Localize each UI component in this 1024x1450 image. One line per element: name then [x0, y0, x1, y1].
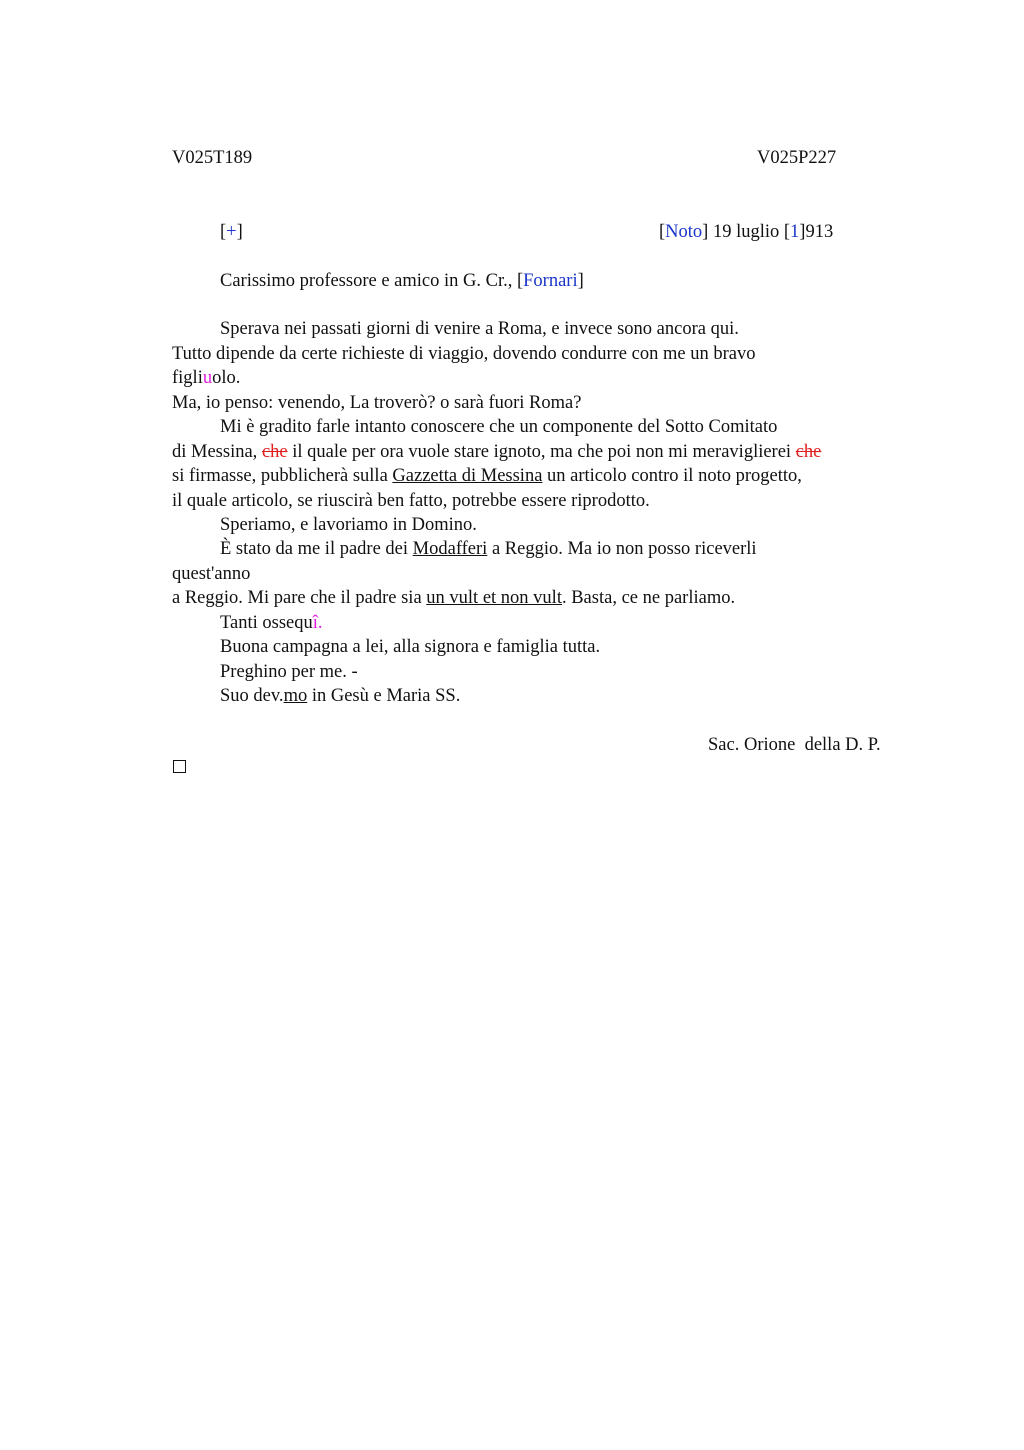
letter-line: [220, 613, 323, 634]
document-code-right: V025P227: [757, 148, 837, 168]
letter-line: Speriamo, e lavoriamo in Domino.: [220, 515, 477, 535]
deleted-word: che: [795, 442, 822, 462]
underlined-phrase: un vult et non vult: [426, 588, 562, 608]
letter-line: [172, 466, 802, 487]
letter-line: quest'anno: [172, 564, 251, 584]
line-text: Tanti ossequ: [220, 613, 313, 633]
line-text: È stato da me il padre dei: [220, 539, 413, 559]
line-text: di Messina,: [172, 442, 262, 462]
place-link-noto[interactable]: Noto: [665, 222, 703, 242]
line-text: in Gesù e Maria SS.: [307, 686, 461, 706]
letter-line: [220, 686, 460, 707]
place-date: [659, 222, 833, 243]
edit-mark: î: [312, 613, 318, 633]
edit-mark: .: [317, 613, 323, 633]
line-text: figli: [172, 368, 203, 388]
year-digit-link[interactable]: 1: [790, 222, 800, 242]
letter-line: Sperava nei passati giorni di venire a Roma, e invece sono ancora qui.: [220, 319, 739, 339]
underlined-name: Modafferi: [412, 539, 488, 559]
plus-marker: [220, 222, 243, 243]
letter-line: Buona campagna a lei, alla signora e famiglia tutta.: [220, 637, 601, 657]
letter-line: [172, 368, 240, 389]
line-text: si firmasse, pubblicherà sulla: [172, 466, 393, 486]
letter-body: [172, 317, 912, 717]
line-text: a Reggio. Mi pare che il padre sia: [172, 588, 427, 608]
line-text: a Reggio. Ma io non posso riceverli: [487, 539, 757, 559]
letter-line: Mi è gradito farle intanto conoscere che un componente del Sotto Comitato: [220, 417, 778, 437]
plus-link[interactable]: +: [226, 222, 237, 242]
date-text: ] 19 luglio [: [702, 222, 791, 242]
underlined-title: Gazzetta di Messina: [392, 466, 543, 486]
salutation-text: Carissimo professore e amico in G. Cr., [: [220, 271, 524, 291]
letter-line: [220, 539, 757, 560]
letter-line: [172, 588, 735, 609]
signature: Sac. Orione della D. P.: [708, 735, 881, 755]
salutation: [220, 271, 584, 292]
checkbox[interactable]: [173, 760, 186, 773]
letter-line: [172, 442, 821, 463]
document-code-left: V025T189: [172, 148, 253, 168]
line-text: un articolo contro il noto progetto,: [542, 466, 802, 486]
edit-mark: u: [202, 368, 213, 388]
letter-line: il quale articolo, se riuscirà ben fatto, potrebbe essere riprodotto.: [172, 491, 650, 511]
line-text: Suo dev.: [220, 686, 284, 706]
year-rest: ]913: [799, 222, 834, 242]
bracket: ]: [236, 222, 243, 242]
deleted-word: che: [261, 442, 288, 462]
letter-line: Tutto dipende da certe richieste di viaggio, dovendo condurre con me un bravo: [172, 344, 756, 364]
recipient-link-fornari[interactable]: Fornari: [523, 271, 578, 291]
line-text: . Basta, ce ne parliamo.: [561, 588, 736, 608]
underlined-abbrev: mo: [283, 686, 308, 706]
bracket: ]: [577, 271, 584, 291]
letter-line: Preghino per me. -: [220, 662, 358, 682]
bracket: [: [220, 222, 227, 242]
line-text: olo.: [212, 368, 241, 388]
line-text: il quale per ora vuole stare ignoto, ma che poi non mi meraviglierei: [287, 442, 796, 462]
letter-line: Ma, io penso: venendo, La troverò? o sarà fuori Roma?: [172, 393, 582, 413]
bracket: [: [659, 222, 666, 242]
